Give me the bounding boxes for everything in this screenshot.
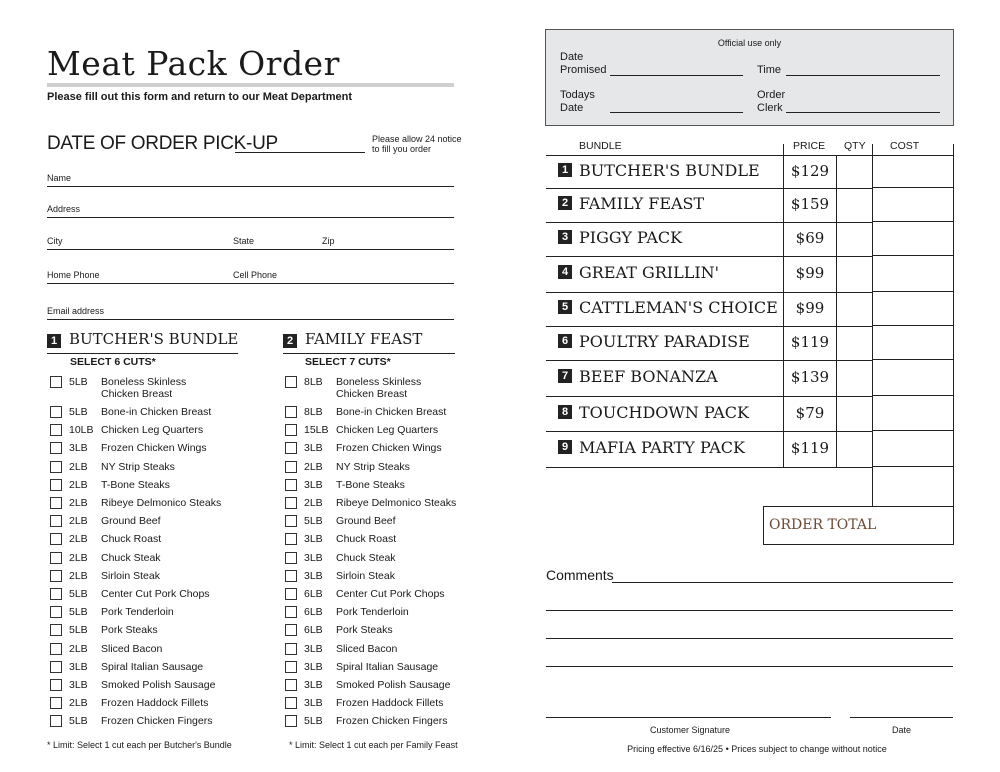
cut-checkbox[interactable] [50,643,62,655]
todays-date-label-line1: Todays [560,89,595,101]
cut-name: Frozen Chicken Wings [101,442,207,455]
qty-cell[interactable] [837,326,872,360]
cost-cell[interactable] [873,326,953,360]
official-use-box [545,29,954,126]
bundle-number-badge: 2 [283,334,297,348]
cut-checkbox[interactable] [285,515,297,527]
cut-name: Sliced Bacon [101,642,163,655]
cut-quantity: 5LB [69,376,88,388]
cut-checkbox[interactable] [285,461,297,473]
cut-checkbox[interactable] [50,606,62,618]
cut-checkbox[interactable] [50,624,62,636]
cut-checkbox[interactable] [285,697,297,709]
cut-name: Ribeye Delmonico Steaks [336,497,457,509]
price-column-divider [783,144,784,467]
cut-quantity: 5LB [69,406,88,418]
cut-name: Sirloin Steak [336,569,395,582]
family-feast-header [283,331,455,354]
cut-quantity: 3LB [304,533,323,546]
bundle-name: TOUCHDOWN PACK [579,402,749,422]
bundle-price: $119 [790,333,830,351]
cut-name: Chuck Steak [336,551,396,564]
bundle-number-badge: 8 [558,405,572,419]
cut-quantity: 5LB [69,606,88,619]
cost-column-header: COST [890,140,920,152]
state-label: State [233,236,255,246]
bundle-name: PIGGY PACK [579,228,683,247]
table-right-border [953,144,954,506]
bundle-name: CATTLEMAN'S CHOICE [579,298,778,317]
date-promised-label-line1: Date [560,51,584,63]
cut-quantity: 2LB [69,497,88,509]
order-clerk-label-line2: Clerk [757,102,783,114]
cut-quantity: 3LB [304,660,323,673]
cost-column-divider [872,144,873,506]
bundle-name: POULTRY PARADISE [579,332,750,351]
bundle-number-badge: 2 [558,196,572,210]
cost-cell[interactable] [873,155,953,188]
cut-checkbox[interactable] [50,588,62,600]
cut-quantity: 5LB [304,515,323,528]
bundle-name: BEEF BONANZA [579,367,718,386]
pickup-notice [372,134,462,154]
cut-quantity: 3LB [304,679,323,691]
cut-quantity: 2LB [69,569,88,582]
bundle-name: GREAT GRILLIN' [579,263,720,282]
order-clerk-field[interactable] [786,112,940,113]
cut-checkbox[interactable] [50,442,62,454]
cut-name: Chicken Leg Quarters [336,424,439,437]
cut-name: Frozen Haddock Fillets [101,697,209,710]
cut-checkbox[interactable] [285,715,297,727]
cut-checkbox[interactable] [50,570,62,582]
zip-label: Zip [322,236,335,246]
bundle-price: $99 [795,299,825,317]
cut-name: Spiral Italian Sausage [101,660,204,673]
cut-checkbox[interactable] [285,679,297,691]
cut-checkbox[interactable] [50,376,62,388]
cut-quantity: 3LB [304,569,323,582]
bundle-column-header: BUNDLE [579,140,622,152]
cut-checkbox[interactable] [50,661,62,673]
cut-checkbox[interactable] [285,552,297,564]
official-use-title: Official use only [717,38,782,48]
bundle-name: FAMILY FEAST [579,194,705,213]
order-clerk-label-line1: Order [757,89,786,101]
cost-cell[interactable] [873,188,953,222]
cut-checkbox[interactable] [285,479,297,491]
select-cuts-instruction: SELECT 6 CUTS* [70,356,156,368]
cut-name: Chuck Roast [101,533,162,546]
qty-cell[interactable] [837,431,872,467]
cut-name: Boneless Skinless [336,376,422,388]
cut-checkbox[interactable] [285,643,297,655]
cut-checkbox[interactable] [285,570,297,582]
address-label: Address [47,204,81,214]
cut-name: NY Strip Steaks [336,460,410,473]
cut-quantity: 3LB [304,442,323,455]
bundle-price: $99 [795,264,825,282]
select-cuts-instruction: SELECT 7 CUTS* [305,356,391,368]
order-table-row [546,222,872,257]
order-table-row [546,188,872,223]
cut-name: Pork Steaks [336,624,393,637]
cut-checkbox[interactable] [285,588,297,600]
bundle-price: $139 [790,368,830,386]
butchers-bundle-footnote: * Limit: Select 1 cut each per Butcher's Bundle [47,740,232,750]
todays-date-field[interactable] [610,112,743,113]
cut-quantity: 15LB [304,424,329,437]
bundle-number-badge: 1 [47,334,61,348]
cut-quantity: 5LB [69,715,88,728]
cut-quantity: 3LB [69,660,88,673]
bundle-price: $159 [790,195,830,213]
cut-name: Bone-in Chicken Breast [101,406,212,418]
qty-cell[interactable] [837,155,872,188]
order-total-box[interactable] [763,506,954,545]
qty-cell[interactable] [837,222,872,256]
cut-checkbox[interactable] [285,624,297,636]
bundle-number-badge: 7 [558,369,572,383]
family-feast-footnote: * Limit: Select 1 cut each per Family Feast [289,740,458,750]
cut-quantity: 8LB [304,376,323,388]
title-rule [47,83,454,87]
bundle-number-badge: 5 [558,300,572,314]
butchers-bundle-header [47,331,238,354]
pickup-date-label: DATE OF ORDER PICK-UP [47,133,278,154]
comments-line[interactable] [546,666,953,667]
form-subtitle: Please fill out this form and return to our Meat Department [47,91,352,103]
cut-checkbox[interactable] [50,552,62,564]
bundle-name: BUTCHER'S BUNDLE [69,330,239,348]
cut-checkbox[interactable] [50,497,62,509]
cost-cell[interactable] [873,292,953,326]
cut-name: Ground Beef [101,515,161,528]
pickup-date-field[interactable] [235,152,365,153]
cut-quantity: 2LB [304,460,323,473]
table-top-rule [546,155,954,156]
signature-date-label: Date [892,725,912,735]
cut-checkbox[interactable] [50,479,62,491]
pricing-disclaimer: Pricing effective 6/16/25 • Prices subject to change without notice [627,744,887,754]
bundle-name: FAMILY FEAST [305,330,423,348]
cut-name: NY Strip Steaks [101,460,175,473]
cut-quantity: 2LB [69,478,88,491]
cut-name: T-Bone Steaks [101,478,170,491]
address-field[interactable] [47,197,454,218]
time-label: Time [757,64,782,76]
comments-line[interactable] [612,582,953,583]
cut-name: Smoked Polish Sausage [101,679,216,691]
cut-name: Frozen Chicken Fingers [336,715,448,728]
cost-cell[interactable] [873,396,953,431]
cost-cell[interactable] [873,431,953,467]
cut-quantity: 6LB [304,624,323,637]
cut-quantity: 10LB [69,424,94,437]
name-label: Name [47,173,72,183]
cell-phone-label: Cell Phone [233,270,278,280]
order-total-label: ORDER TOTAL [769,517,877,533]
order-table-row [546,431,872,468]
date-promised-label-line2: Promised [560,64,607,76]
cut-quantity: 3LB [69,442,88,455]
cut-quantity: 8LB [304,406,323,418]
cut-name: Spiral Italian Sausage [336,660,439,673]
cost-cell[interactable] [873,256,953,292]
cut-name: Frozen Haddock Fillets [336,697,444,710]
cut-quantity: 2LB [69,460,88,473]
order-table-row [546,292,872,327]
cut-name: Sirloin Steak [101,569,160,582]
cut-quantity: 5LB [304,715,323,728]
cost-cell[interactable] [873,222,953,256]
qty-column-header: QTY [844,140,866,152]
cut-quantity: 3LB [304,478,323,491]
price-column-header: PRICE [793,140,826,152]
bundle-name: BUTCHER'S BUNDLE [579,160,760,180]
cut-checkbox[interactable] [50,406,62,418]
qty-column-divider [836,155,837,467]
cut-checkbox[interactable] [285,376,297,388]
todays-date-label [560,89,595,115]
cut-name: T-Bone Steaks [336,478,405,491]
form-title: Meat Pack Order [47,44,340,83]
cut-name: Frozen Chicken Fingers [101,715,213,728]
cut-name: Bone-in Chicken Breast [336,406,447,418]
cut-name-line2: Chicken Breast [336,388,408,400]
cut-checkbox[interactable] [50,424,62,436]
cut-name: Ground Beef [336,515,396,528]
email-label: Email address [47,306,105,316]
date-promised-field[interactable] [610,75,743,76]
email-field[interactable] [47,299,454,320]
cut-quantity: 2LB [69,642,88,655]
cut-quantity: 2LB [69,551,88,564]
bundle-price: $129 [790,161,830,180]
cost-cell[interactable] [873,360,953,396]
cut-checkbox[interactable] [50,533,62,545]
cut-quantity: 3LB [69,679,88,691]
bundle-price: $69 [795,229,825,247]
cut-name: Pork Tenderloin [336,606,409,619]
cut-name: Frozen Chicken Wings [336,442,442,455]
city-label: City [47,236,63,246]
cut-name: Center Cut Pork Chops [101,588,210,600]
cut-quantity: 5LB [69,624,88,637]
order-table-row [546,396,872,432]
customer-signature-label: Customer Signature [650,725,731,735]
order-table-row [546,155,872,189]
customer-signature-line[interactable] [546,717,831,718]
order-table-row [546,326,872,361]
qty-cell[interactable] [837,256,872,292]
cut-quantity: 5LB [69,588,88,600]
comments-line[interactable] [546,610,953,611]
cut-name: Sliced Bacon [336,642,398,655]
pickup-notice-line2: to fill you order [372,144,432,154]
phone-row[interactable] [47,263,454,284]
cut-quantity: 3LB [304,642,323,655]
qty-cell[interactable] [837,292,872,326]
comments-line[interactable] [546,638,953,639]
cut-quantity: 3LB [304,551,323,564]
cut-quantity: 6LB [304,606,323,619]
home-phone-label: Home Phone [47,270,100,280]
bundle-number-badge: 3 [558,230,572,244]
cut-name: Boneless Skinless [101,376,187,388]
cut-quantity: 2LB [69,515,88,528]
cut-quantity: 2LB [69,697,88,710]
cut-name: Chuck Roast [336,533,397,546]
cut-quantity: 6LB [304,588,323,600]
cut-checkbox[interactable] [50,461,62,473]
cut-checkbox[interactable] [285,606,297,618]
qty-cell[interactable] [837,360,872,396]
cut-name: Center Cut Pork Chops [336,588,445,600]
name-field[interactable] [47,166,454,187]
order-table-row [546,256,872,293]
bundle-number-badge: 6 [558,334,572,348]
cut-quantity: 2LB [304,497,323,509]
bundle-number-badge: 4 [558,265,572,279]
cut-checkbox[interactable] [50,715,62,727]
cut-name: Smoked Polish Sausage [336,679,451,691]
order-clerk-label [757,89,785,115]
cut-checkbox[interactable] [285,661,297,673]
qty-cell[interactable] [837,188,872,222]
order-table-row [546,360,872,397]
cut-name-line2: Chicken Breast [101,388,173,400]
cut-name: Chicken Leg Quarters [101,424,204,437]
time-field[interactable] [786,75,940,76]
cut-checkbox[interactable] [50,697,62,709]
cut-checkbox[interactable] [50,679,62,691]
bundle-number-badge: 9 [558,440,572,454]
cut-name: Pork Tenderloin [101,606,174,619]
bundle-price: $119 [790,439,830,457]
cut-checkbox[interactable] [285,406,297,418]
cut-checkbox[interactable] [285,497,297,509]
cut-checkbox[interactable] [285,533,297,545]
cut-checkbox[interactable] [285,442,297,454]
cut-name: Pork Steaks [101,624,158,637]
signature-date-line[interactable] [850,717,953,718]
qty-cell[interactable] [837,396,872,431]
cut-checkbox[interactable] [285,424,297,436]
bundle-price: $79 [795,403,825,422]
city-state-zip-row[interactable] [47,229,454,250]
cut-name: Chuck Steak [101,551,161,564]
todays-date-label-line2: Date [560,102,584,114]
cut-quantity: 3LB [304,697,323,710]
pickup-notice-line1: Please allow 24 notice [372,134,462,144]
cut-checkbox[interactable] [50,515,62,527]
cut-quantity: 2LB [69,533,88,546]
bundle-name: MAFIA PARTY PACK [579,438,745,457]
comments-label: Comments [546,567,614,583]
bundle-number-badge: 1 [558,163,572,177]
cut-name: Ribeye Delmonico Steaks [101,497,222,509]
date-promised-label [560,51,606,77]
